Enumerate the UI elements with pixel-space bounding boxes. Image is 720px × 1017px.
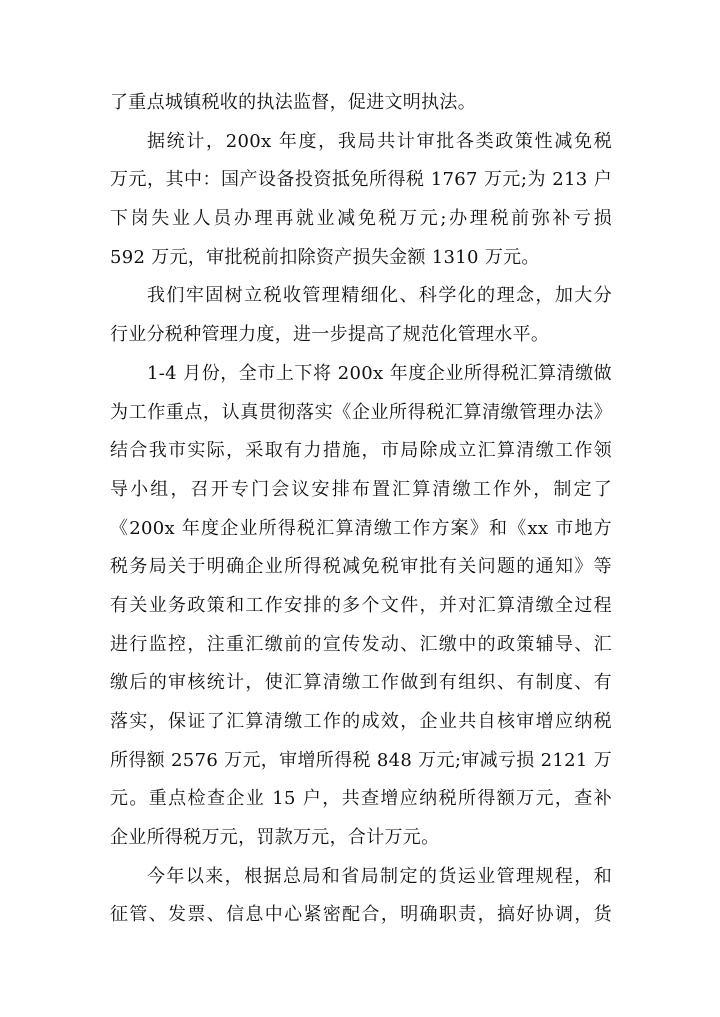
text-line: 我们牢固树立税收管理精细化、科学化的理念，加大分: [147, 285, 612, 307]
text-line: 企业所得税万元，罚款万元，合计万元。: [110, 827, 440, 849]
text-line: 行业分税种管理力度，进一步提高了规范化管理水平。: [110, 324, 550, 346]
text-line: 所得额 2576 万元，审增所得税 848 万元;审减亏损 2121 万: [110, 749, 612, 771]
text-line: 税务局关于明确企业所得税减免税审批有关问题的通知》等: [110, 556, 612, 578]
text-line: 万元，其中：国产设备投资抵免所得税 1767 万元;为 213 户: [110, 169, 612, 191]
text-line: 今年以来，根据总局和省局制定的货运业管理规程，和: [147, 865, 612, 887]
text-line: 下岗失业人员办理再就业减免税万元;办理税前弥补亏损: [110, 208, 612, 230]
text-line: 元。重点检查企业 15 户，共查增应纳税所得额万元，查补: [110, 788, 612, 810]
text-line: 落实，保证了汇算清缴工作的成效，企业共自核审增应纳税: [110, 711, 612, 732]
text-line: 结合我市实际，采取有力措施，市局除成立汇算清缴工作领: [110, 440, 612, 462]
text-line: 《200x 年度企业所得税汇算清缴工作方案》和《xx 市地方: [110, 517, 612, 539]
text-line: 据统计，200x 年度，我局共计审批各类政策性减免税: [147, 130, 612, 152]
text-line: 592 万元，审批税前扣除资产损失金额 1310 万元。: [110, 246, 540, 268]
text-line: 1-4 月份，全市上下将 200x 年度企业所得税汇算清缴做: [147, 362, 612, 384]
text-line: 征管、发票、信息中心紧密配合，明确职责，搞好协调，货: [110, 904, 612, 926]
text-line: 为工作重点，认真贯彻落实《企业所得税汇算清缴管理办法》: [110, 401, 612, 423]
text-line: 缴后的审核统计，使汇算清缴工作做到有组织、有制度、有: [110, 672, 612, 694]
text-line: 导小组，召开专门会议安排布置汇算清缴工作外，制定了: [110, 478, 612, 500]
text-line: 进行监控，注重汇缴前的宣传发动、汇缴中的政策辅导、汇: [110, 633, 612, 655]
body-text: [110, 84, 612, 935]
text-line: 有关业务政策和工作安排的多个文件，并对汇算清缴全过程: [110, 594, 612, 616]
text-line: 了重点城镇税收的执法监督，促进文明执法。: [110, 92, 476, 113]
